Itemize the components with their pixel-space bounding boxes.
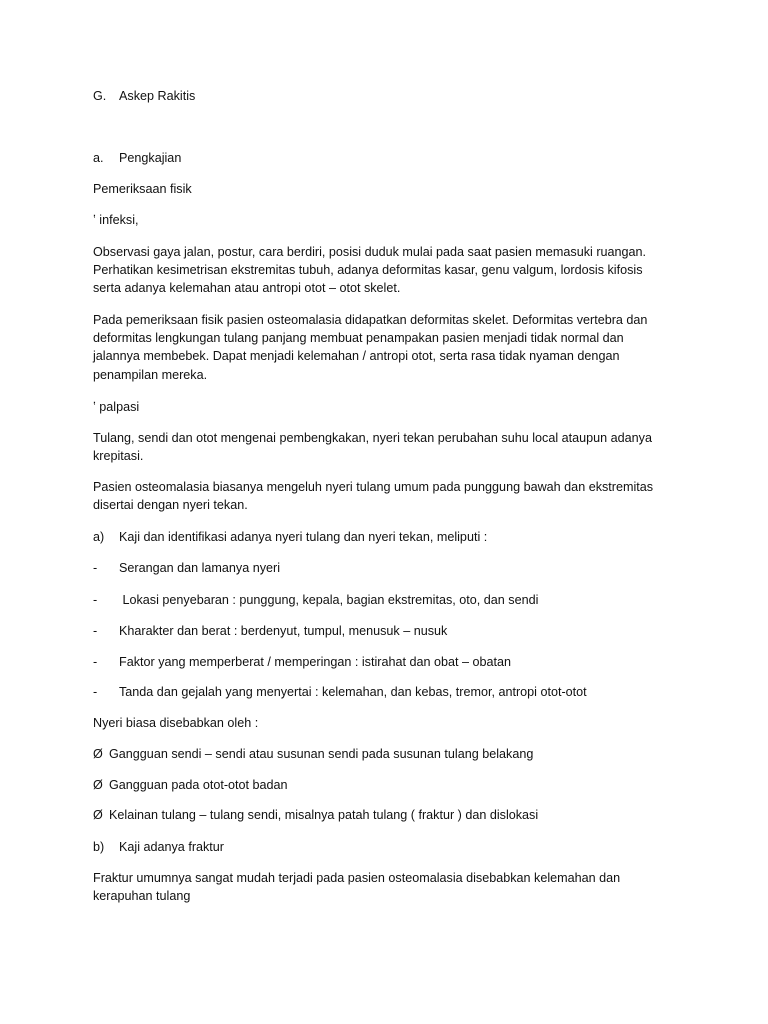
- bullet-item-text: Gangguan sendi – sendi atau susunan sendi pada susunan tulang belakang: [109, 747, 534, 761]
- paragraph-line: kerapuhan tulang: [93, 889, 191, 903]
- dash-item-text: Faktor yang memperberat / memperingan : istirahat dan obat – obatan: [119, 655, 512, 669]
- bullet-item: [93, 776, 288, 794]
- list-item-a: [93, 528, 487, 546]
- dash-item: [93, 683, 587, 701]
- palpasi-label: ʽ palpasi: [93, 400, 140, 414]
- section-title: Askep Rakitis: [119, 89, 196, 103]
- paragraph-line: Perhatikan kesimetrisan ekstremitas tubuh, adanya deformitas kasar, genu valgum, lordosis kifosis: [93, 263, 643, 277]
- paragraph-line: Pada pemeriksaan fisik pasien osteomalasia didapatkan deformitas skelet. Deformitas vertebra dan: [93, 313, 648, 327]
- subsection-title: Pengkajian: [119, 151, 182, 165]
- bullet-marker: Ø: [93, 747, 103, 761]
- dash-item-text: Kharakter dan berat : berdenyut, tumpul, menusuk – nusuk: [119, 624, 448, 638]
- pemeriksaan-fisik-label: Pemeriksaan fisik: [93, 182, 192, 196]
- dash-item: [93, 622, 447, 640]
- dash-marker: -: [93, 685, 98, 699]
- section-heading: [93, 87, 195, 105]
- dash-item: [93, 591, 538, 609]
- bullet-item-text: Gangguan pada otot-otot badan: [109, 778, 288, 792]
- dash-marker: -: [93, 655, 98, 669]
- list-marker: a): [93, 530, 105, 544]
- nyeri-heading: Nyeri biasa disebabkan oleh :: [93, 716, 259, 730]
- list-marker: b): [93, 840, 105, 854]
- bullet-item: [93, 806, 538, 824]
- dash-marker: -: [93, 561, 98, 575]
- dash-marker: -: [93, 624, 98, 638]
- infeksi-label: ʽ infeksi,: [93, 213, 139, 227]
- paragraph-line: penampilan mereka.: [93, 368, 208, 382]
- subsection-heading: [93, 149, 181, 167]
- paragraph-line: Fraktur umumnya sangat mudah terjadi pada pasien osteomalasia disebabkan kelemahan dan: [93, 871, 621, 885]
- list-item-text: Kaji dan identifikasi adanya nyeri tulang dan nyeri tekan, meliputi :: [119, 530, 488, 544]
- paragraph-line: deformitas lengkungan tulang panjang membuat penampakan pasien menjadi tidak normal dan: [93, 331, 624, 345]
- list-item-b: [93, 838, 224, 856]
- bullet-marker: Ø: [93, 808, 103, 822]
- paragraph-line: Observasi gaya jalan, postur, cara berdiri, posisi duduk mulai pada saat pasien memasuki ruangan.: [93, 245, 647, 259]
- dash-item-text: Serangan dan lamanya nyeri: [119, 561, 281, 575]
- list-item-text: Kaji adanya fraktur: [119, 840, 225, 854]
- dash-item-text: Tanda dan gejalah yang menyertai : kelemahan, dan kebas, tremor, antropi otot-otot: [119, 685, 587, 699]
- dash-item-text: Lokasi penyebaran : punggung, kepala, bagian ekstremitas, oto, dan sendi: [119, 593, 539, 607]
- bullet-item-text: Kelainan tulang – tulang sendi, misalnya patah tulang ( fraktur ) dan dislokasi: [109, 808, 539, 822]
- dash-item: [93, 653, 511, 671]
- paragraph-line: Pasien osteomalasia biasanya mengeluh nyeri tulang umum pada punggung bawah dan ekstremitas: [93, 480, 654, 494]
- paragraph-line: Tulang, sendi dan otot mengenai pembengkakan, nyeri tekan perubahan suhu local ataupun adanya: [93, 431, 652, 445]
- dash-item: [93, 559, 280, 577]
- subsection-marker: a.: [93, 151, 104, 165]
- paragraph-line: serta adanya kelemahan atau antropi otot – otot skelet.: [93, 281, 401, 295]
- bullet-item: [93, 745, 533, 763]
- section-marker: G.: [93, 89, 107, 103]
- paragraph-line: krepitasi.: [93, 449, 144, 463]
- bullet-marker: Ø: [93, 778, 103, 792]
- paragraph-line: disertai dengan nyeri tekan.: [93, 498, 248, 512]
- paragraph-line: jalannya membebek. Dapat menjadi kelemahan / antropi otot, serta rasa tidak nyaman dengan: [93, 349, 620, 363]
- dash-marker: -: [93, 593, 98, 607]
